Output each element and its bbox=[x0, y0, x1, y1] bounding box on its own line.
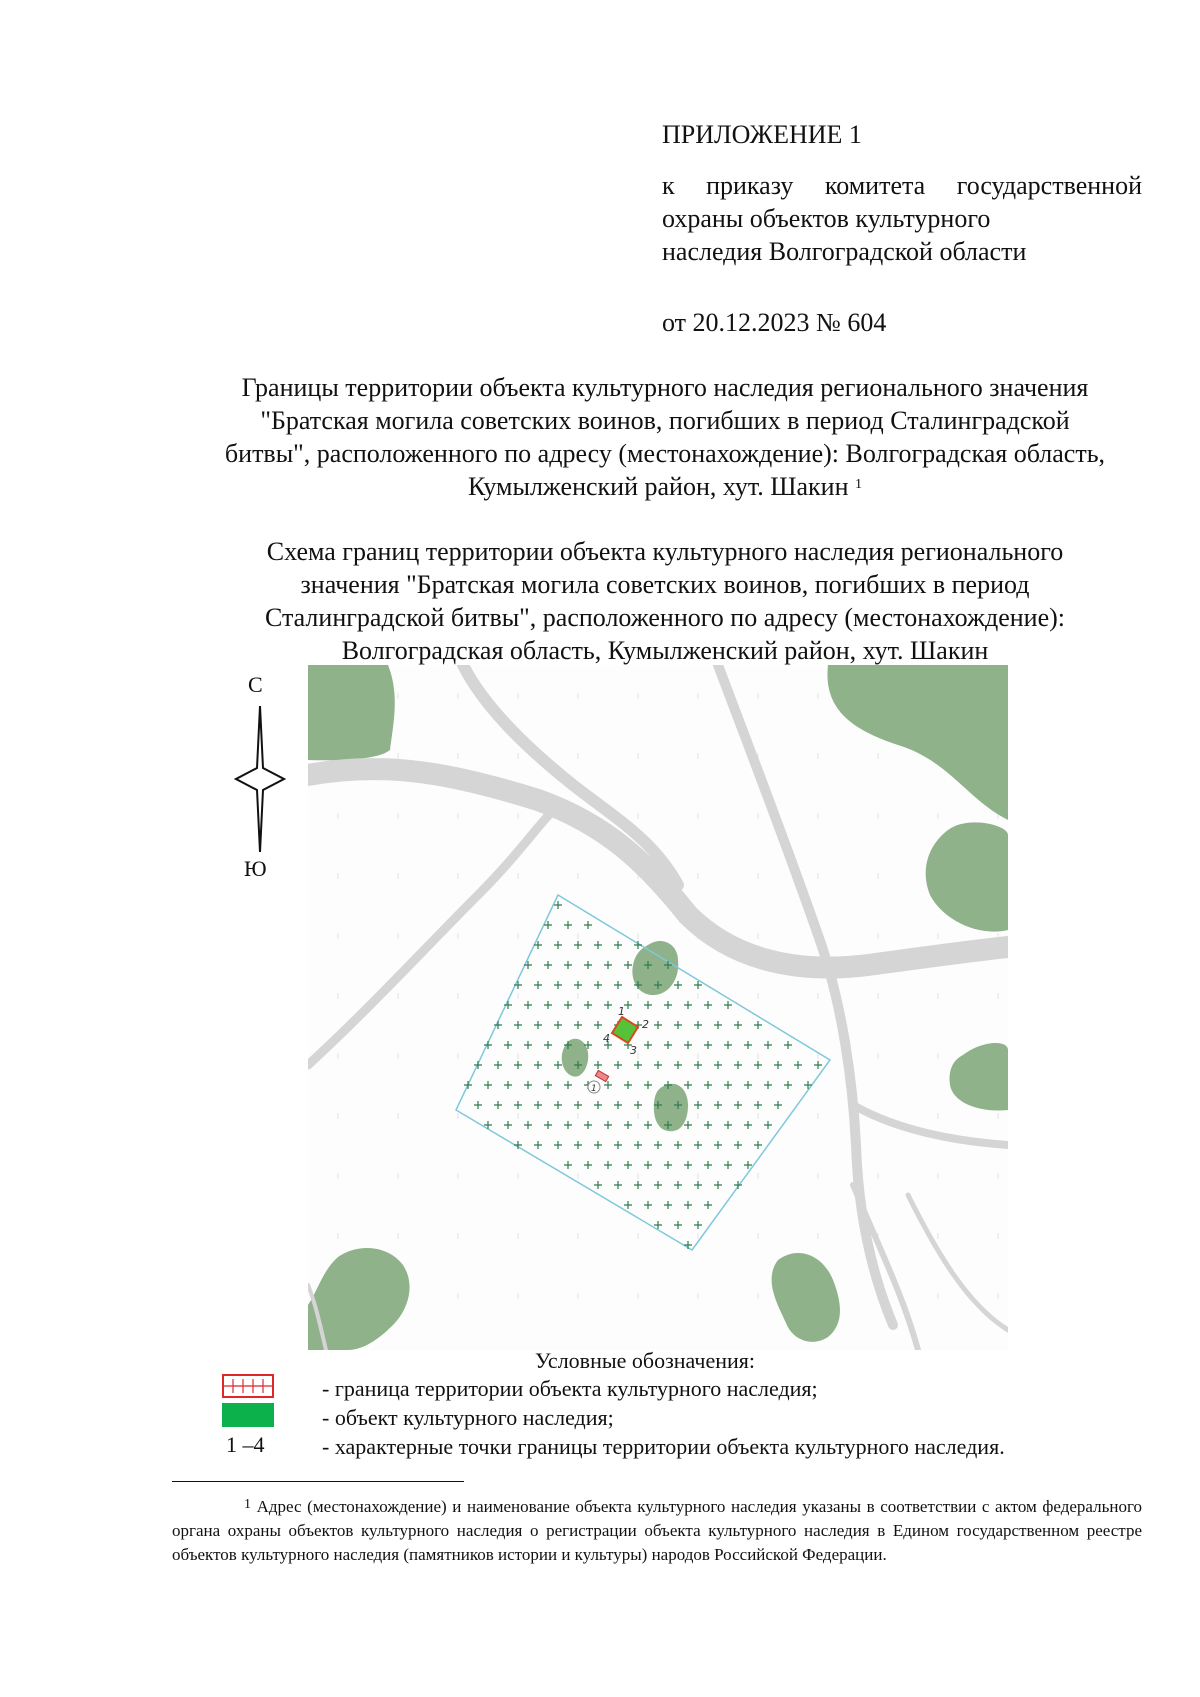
legend-item-object: - объект культурного наследия; bbox=[322, 1405, 614, 1430]
vegetation-area bbox=[654, 1084, 688, 1132]
heading-line: Границы территории объекта культурного наследия регионального значения bbox=[241, 373, 1089, 402]
point-label: 2 bbox=[642, 1018, 649, 1031]
map-canvas bbox=[308, 665, 1008, 1350]
order-line: наследия Волгоградской области bbox=[662, 237, 1027, 266]
heritage-object-symbol-icon bbox=[222, 1403, 274, 1427]
footnote-separator bbox=[172, 1481, 464, 1482]
north-label: С bbox=[248, 672, 263, 697]
heading-line: Волгоградская область, Кумылженский район, хут. Шакин bbox=[341, 636, 989, 665]
order-reference bbox=[662, 169, 1142, 268]
point-label: 4 bbox=[603, 1032, 610, 1045]
footnote bbox=[172, 1495, 1142, 1567]
legend-title: Условные обозначения: bbox=[535, 1348, 756, 1373]
order-date: от 20.12.2023 № 604 bbox=[662, 308, 887, 337]
marker-label: 1 bbox=[591, 1084, 597, 1094]
heading-line: значения "Братская могила советских воинов, погибших в период bbox=[300, 570, 1030, 599]
points-symbol: 1 –4 bbox=[226, 1432, 265, 1457]
north-arrow bbox=[230, 672, 290, 882]
heading-line-text: Кумылженский район, хут. Шакин bbox=[467, 472, 849, 501]
vegetation-area bbox=[308, 665, 395, 760]
compass-rose-icon bbox=[234, 706, 286, 852]
point-label: 3 bbox=[630, 1044, 637, 1057]
south-label: Ю bbox=[244, 856, 267, 881]
scheme-heading bbox=[165, 535, 1165, 667]
heading-line: Сталинградской битвы", расположенного по адресу (местонахождение): bbox=[264, 603, 1066, 632]
heading-line: "Братская могила советских воинов, погибших в период Сталинградской bbox=[260, 406, 1070, 435]
heading-line bbox=[165, 470, 1165, 503]
heading-line: битвы", расположенного по адресу (местонахождение): Волгоградская область, bbox=[224, 439, 1106, 468]
territory-border-symbol-icon bbox=[222, 1374, 274, 1398]
footnote-text: Адрес (местонахождение) и наименование объекта культурного наследия указаны в соответствии с актом федерального органа охраны объектов культурного наследия о регистрации объекта культурного наследия в Едином государственном реестре объектов культурного наследия (памятников истории и культуры) народов Российской Федерации. bbox=[172, 1497, 1142, 1564]
order-line: к приказу комитета государственной bbox=[662, 171, 1142, 200]
site-map bbox=[308, 665, 1008, 1350]
appendix-title: ПРИЛОЖЕНИЕ 1 bbox=[662, 120, 862, 149]
appendix-block bbox=[662, 118, 1142, 339]
footnote-reference[interactable]: 1 bbox=[855, 477, 863, 492]
legend-item-border: - граница территории объекта культурного наследия; bbox=[322, 1376, 818, 1401]
document-heading bbox=[165, 371, 1165, 503]
point-label: 1 bbox=[618, 1005, 625, 1018]
legend-item-points: - характерные точки границы территории объекта культурного наследия. bbox=[322, 1434, 1005, 1459]
footnote-mark: 1 bbox=[244, 1497, 251, 1512]
order-line: охраны объектов культурного bbox=[662, 204, 991, 233]
heading-line: Схема границ территории объекта культурного наследия регионального bbox=[266, 537, 1064, 566]
